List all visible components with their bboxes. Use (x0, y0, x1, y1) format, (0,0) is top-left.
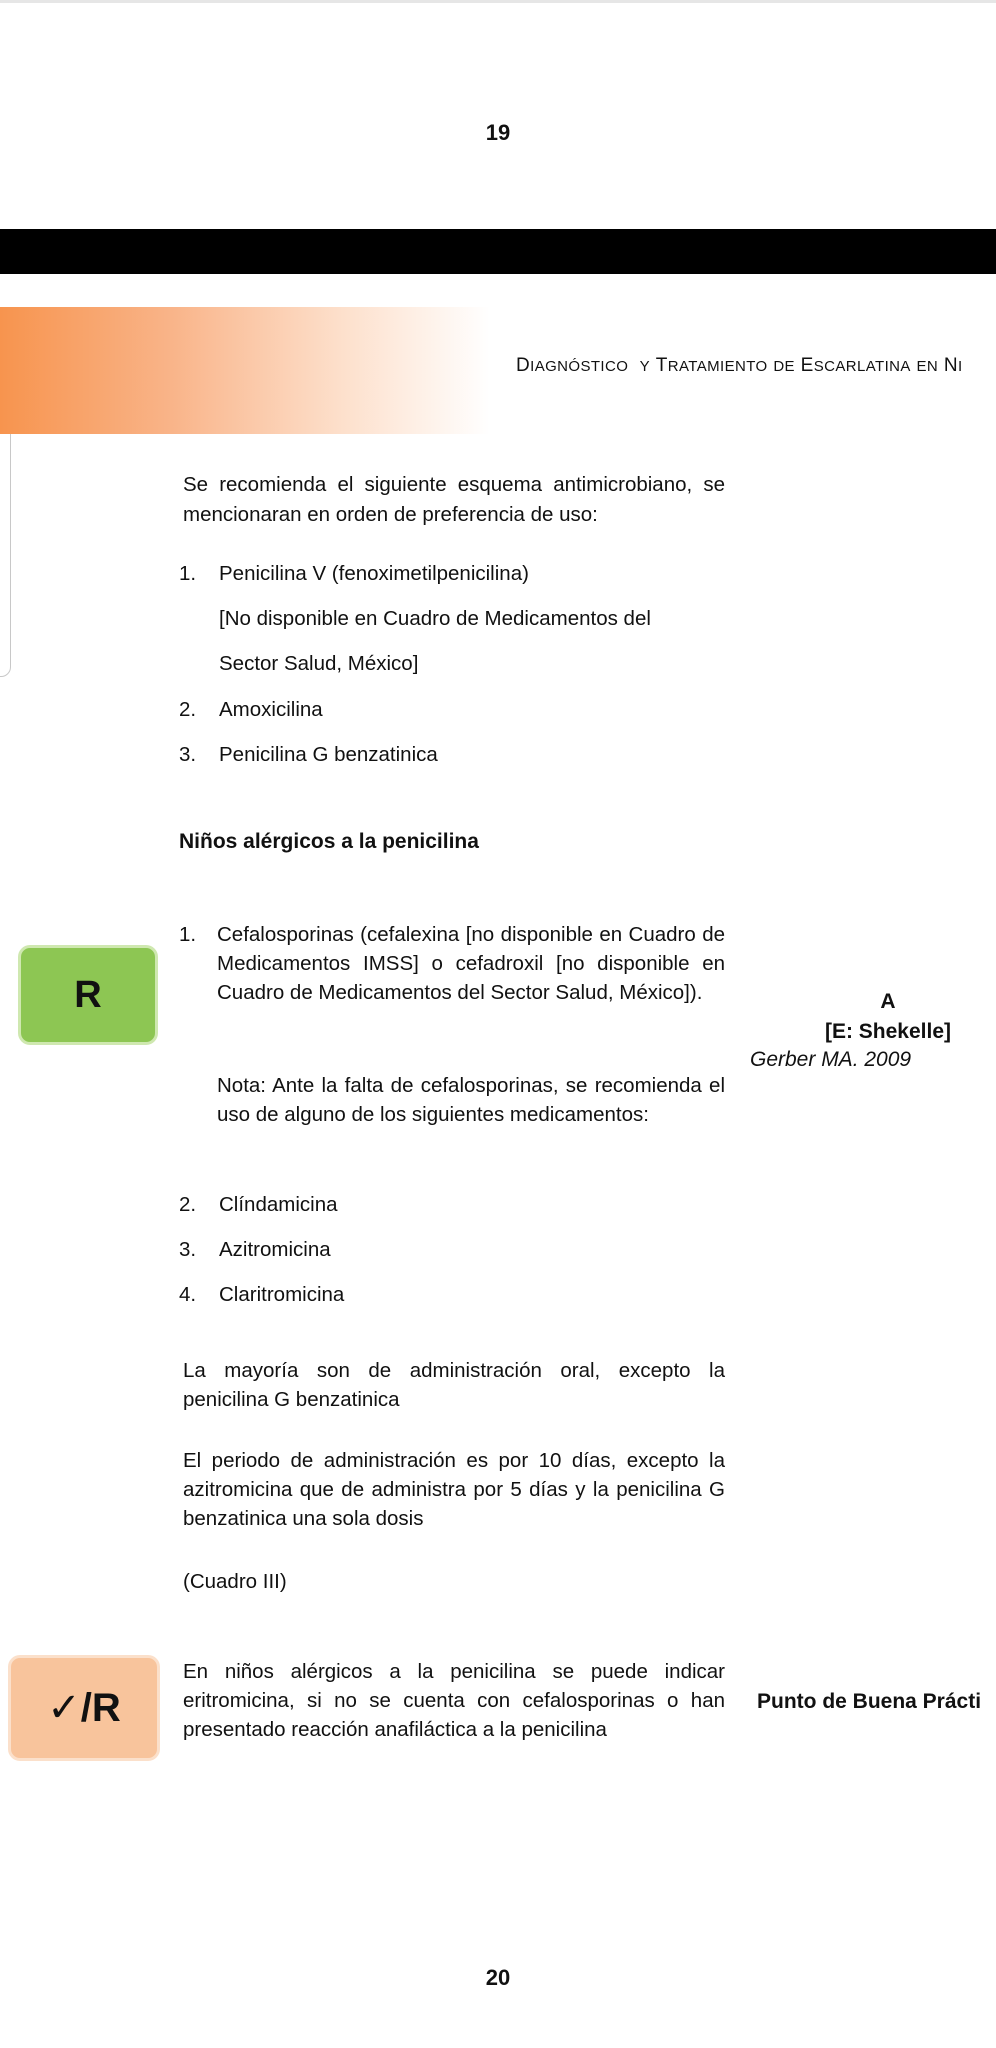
list-item: 3. Azitromicina (179, 1238, 331, 1261)
list-item-text: Cefalosporinas (cefalexina [no disponible en Cuadro de Medicamentos IMSS] o cefadroxil [no disponible en Cuadro de Medicamentos del Sector Salud, México]). (217, 923, 725, 1004)
paragraph: En niños alérgicos a la penicilina se puede indicar eritromicina, si no se cuenta con cefalosporinas o han presentado reacción anafiláctica a la penicilina (183, 1660, 725, 1741)
paragraph: El periodo de administración es por 10 días, excepto la azitromicina que de administra por 5 días y la penicilina G benzatinica una sola dosis (183, 1449, 725, 1530)
paragraph: La mayoría son de administración oral, excepto la penicilina G benzatinica (183, 1359, 725, 1411)
document-header-title: DIAGNÓSTICO Y TRATAMIENTO DE ESCARLATINA EN NI (516, 355, 963, 376)
list-item: 3. Penicilina G benzatinica (179, 743, 438, 766)
evidence-scale: [E: Shekelle] (824, 1020, 952, 1043)
list-item: 4. Claritromicina (179, 1283, 345, 1306)
page-top-divider (0, 0, 996, 3)
availability-note-line: [No disponible en Cuadro de Medicamentos del (219, 607, 651, 630)
note-text: Nota: Ante la falta de cefalosporinas, se recomienda el uso de alguno de los siguientes medicamentos: (217, 1074, 725, 1126)
table-reference: (Cuadro III) (183, 1570, 287, 1593)
good-practice-label: Punto de Buena Prácti (757, 1690, 982, 1713)
good-practice-badge: ✓/R (8, 1655, 160, 1761)
header-black-bar (0, 229, 996, 274)
list-item: 2. Clíndamicina (179, 1193, 338, 1216)
availability-note-line: Sector Salud, México] (219, 652, 419, 675)
page-number-top: 19 (485, 120, 511, 145)
header-orange-gradient (0, 307, 490, 434)
recommendation-intro: Se recomienda el siguiente esquema antimicrobiano, se mencionaran en orden de preferencia de uso: (183, 473, 725, 526)
section-heading: Niños alérgicos a la penicilina (179, 830, 479, 853)
page-number-bottom: 20 (485, 1965, 511, 1990)
list-item: 1. Penicilina V (fenoximetilpenicilina) (179, 562, 529, 585)
recommendation-badge: R (18, 945, 158, 1045)
citation: Gerber MA. 2009 (750, 1048, 912, 1071)
list-item: 2. Amoxicilina (179, 698, 323, 721)
evidence-level: A (880, 990, 896, 1013)
